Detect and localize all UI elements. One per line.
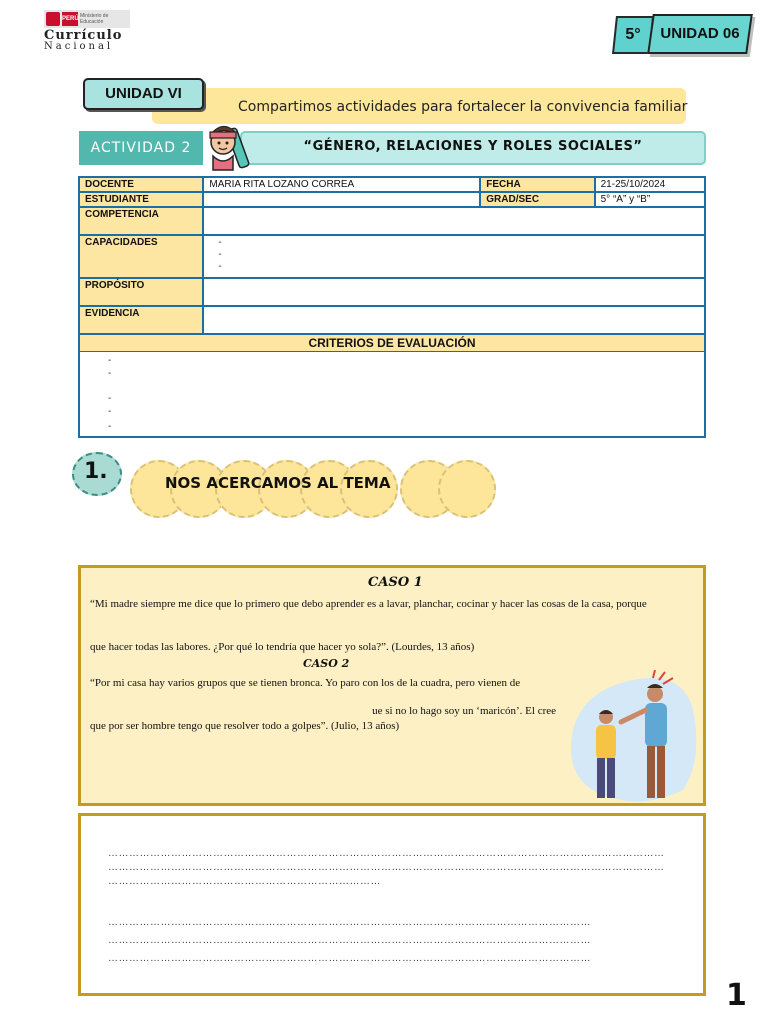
section-number-badge: [72, 452, 122, 496]
curriculum-logo-subtitle: Nacional: [44, 41, 114, 52]
criterio-item: -: [108, 406, 112, 417]
section-number: 1.: [84, 459, 108, 484]
answer-line[interactable]: ……………………………………………………………………………………………………………………………………………: [108, 862, 665, 873]
activity-label: ACTIVIDAD 2: [79, 131, 203, 165]
answer-line[interactable]: …………………………………………………………………………………………………………………………: [108, 953, 591, 964]
student-with-pencil-icon: [203, 122, 253, 174]
estudiante-label: ESTUDIANTE: [79, 192, 203, 207]
unit-badge: [647, 14, 753, 54]
proposito-field[interactable]: [203, 278, 705, 306]
unit-badge-label: UNIDAD 06: [660, 25, 740, 42]
case2-text-line3: que por ser hombre tengo que resolver todo a golpes”. (Julio, 13 años): [90, 720, 400, 732]
criterio-item: -: [108, 393, 112, 404]
ministry-label: Ministerio de Educación: [80, 13, 109, 25]
unit-subtitle: Compartimos actividades para fortalecer la convivencia familiar: [238, 99, 688, 115]
answer-line[interactable]: …………………………………………………………………………………………………………………………: [108, 917, 591, 928]
capacidades-label: CAPACIDADES: [79, 235, 203, 278]
curriculum-logo-title: Currículo: [44, 28, 123, 43]
case2-text-line2: ue si no lo hago soy un ‘maricón’. El cree: [372, 705, 556, 717]
docente-label: DOCENTE: [79, 177, 203, 192]
proposito-label: PROPÓSITO: [79, 278, 203, 306]
activity-title: “GÉNERO, RELACIONES Y ROLES SOCIALES”: [303, 139, 643, 154]
capacidades-field[interactable]: [203, 235, 705, 278]
answer-line[interactable]: …………………………………………………………………………………………………………………………: [108, 935, 591, 946]
answer-box[interactable]: [78, 813, 706, 996]
answer-line[interactable]: ……………………………………………………………………………………………………………………………………………: [108, 848, 665, 859]
criterio-item: -: [108, 355, 112, 366]
coat-of-arms-icon: [46, 12, 60, 26]
activity-info-table: [78, 176, 706, 335]
decorative-circle: [438, 460, 496, 518]
evidencia-label: EVIDENCIA: [79, 306, 203, 334]
page-number: 1: [726, 978, 747, 1013]
criterios-title: CRITERIOS DE EVALUACIÓN: [78, 333, 706, 353]
evidencia-field[interactable]: [203, 306, 705, 334]
case1-title: CASO 1: [368, 575, 423, 590]
case1-text-line2: que hacer todas las labores. ¿Por qué lo tendría que hacer yo sola?”. (Lourdes, 13 años): [90, 641, 475, 653]
fecha-label: FECHA: [480, 177, 594, 192]
competencia-label: COMPETENCIA: [79, 207, 203, 235]
grad-sec-label: GRAD/SEC: [480, 192, 594, 207]
grade-label: 5°: [625, 26, 641, 43]
estudiante-field[interactable]: [203, 192, 480, 207]
criterios-field[interactable]: [78, 352, 706, 438]
capacidad-item: -: [218, 249, 222, 260]
criterio-item: -: [108, 368, 112, 379]
capacidad-item: -: [218, 237, 222, 248]
unit-label: UNIDAD VI: [83, 78, 204, 110]
peru-label: PERÚ: [62, 12, 78, 26]
grad-sec-value[interactable]: 5° “A” y “B”: [595, 192, 705, 207]
docente-value[interactable]: MARIA RITA LOZANO CORREA: [203, 177, 480, 192]
capacidad-item: -: [218, 261, 222, 272]
competencia-field[interactable]: [203, 207, 705, 235]
section-title: NOS ACERCAMOS AL TEMA: [165, 474, 391, 492]
case1-text-line1: “Mi madre siempre me dice que lo primero que debo aprender es a lavar, planchar, cocinar y hacer las cosas de la casa, porque: [90, 598, 647, 610]
fecha-value[interactable]: 21-25/10/2024: [595, 177, 705, 192]
man-scolding-boy-illustration: [563, 670, 703, 805]
case2-text-line1: “Por mi casa hay varios grupos que se tienen bronca. Yo paro con los de la cuadra, pero vienen de: [90, 677, 521, 689]
answer-line[interactable]: ……………………………………………………………………: [108, 876, 381, 887]
case2-title: CASO 2: [303, 657, 350, 670]
criterio-item: -: [108, 421, 112, 432]
ministry-logo: [44, 10, 130, 28]
